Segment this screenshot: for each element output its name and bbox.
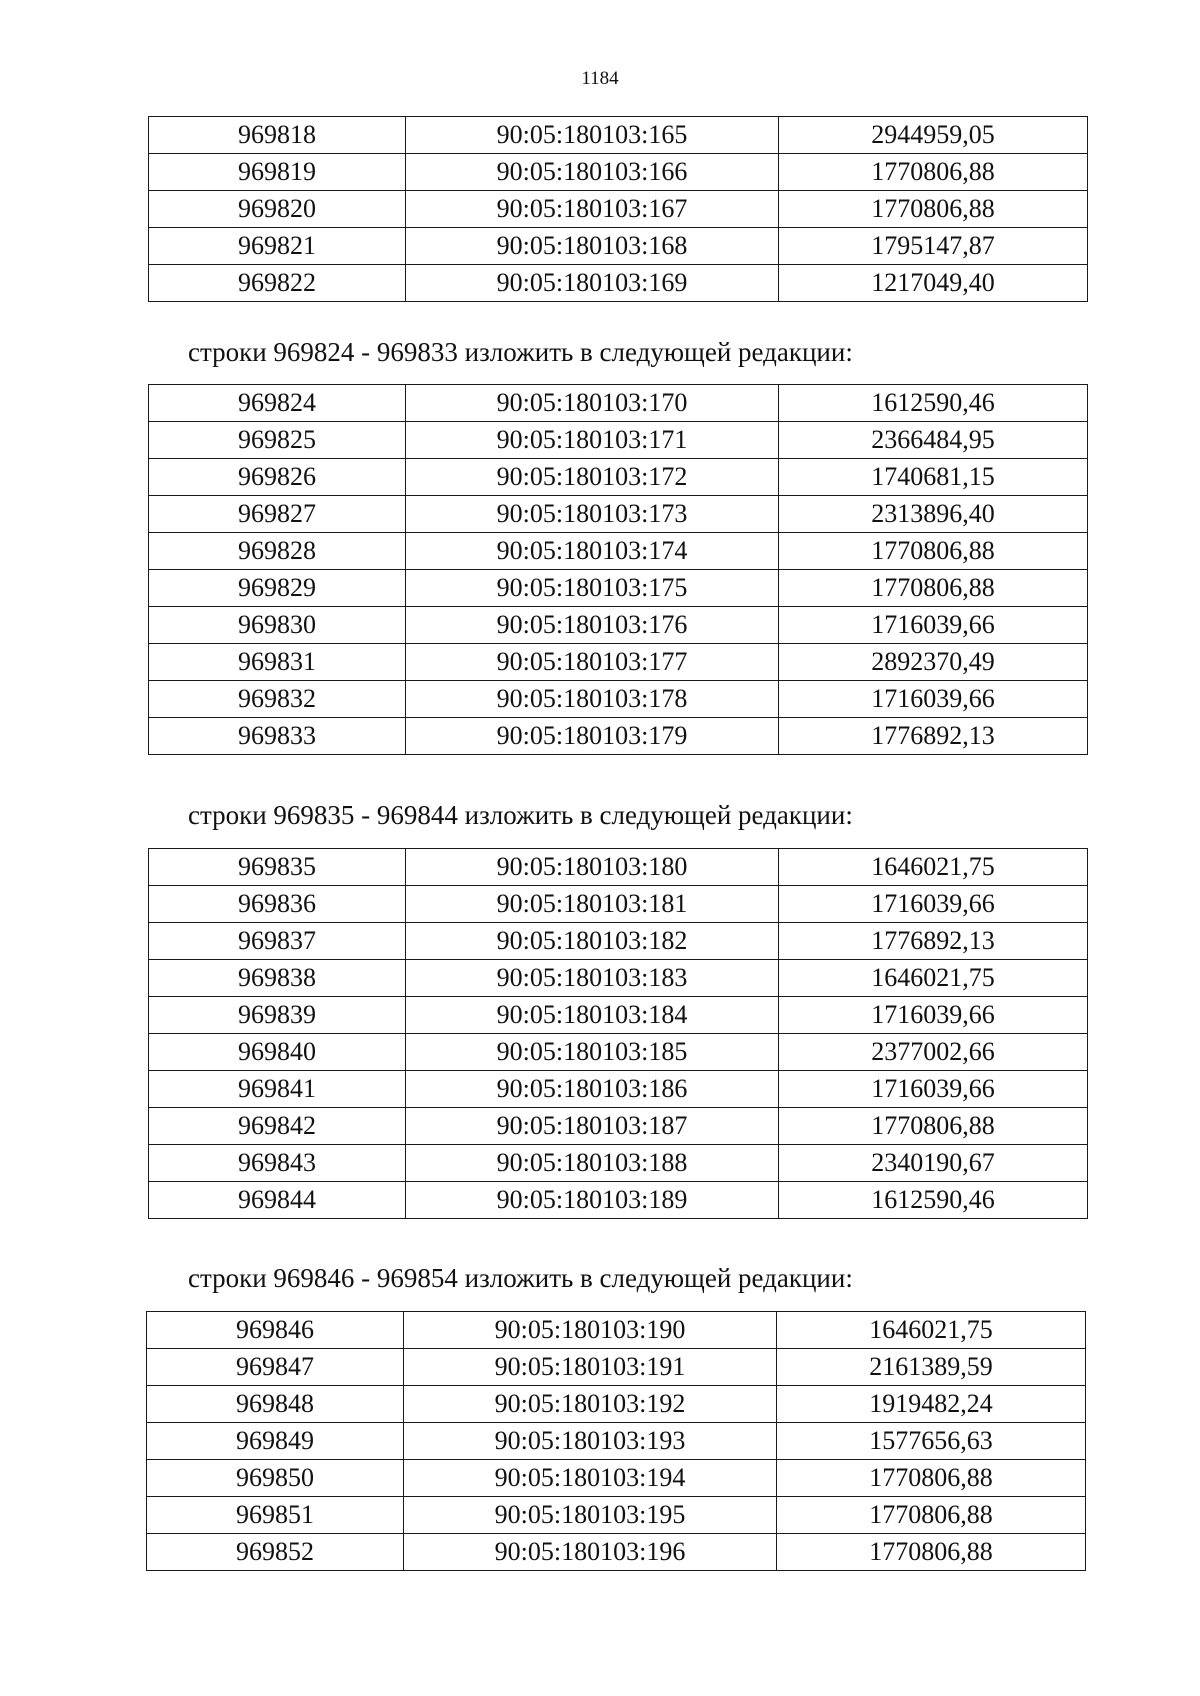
- cadastral-number-cell: 90:05:180103:184: [406, 997, 779, 1034]
- data-table: [148, 116, 1088, 302]
- value-cell: 1795147,87: [779, 228, 1088, 265]
- row-number-cell: 969842: [149, 1108, 406, 1145]
- row-number-cell: 969825: [149, 422, 406, 459]
- table-row: [149, 1034, 1088, 1071]
- row-number-cell: 969851: [147, 1497, 404, 1534]
- table-row: [149, 997, 1088, 1034]
- row-number-cell: 969848: [147, 1386, 404, 1423]
- cadastral-number-cell: 90:05:180103:193: [404, 1423, 777, 1460]
- cadastral-number-cell: 90:05:180103:185: [406, 1034, 779, 1071]
- table-row: [147, 1349, 1086, 1386]
- row-number-cell: 969849: [147, 1423, 404, 1460]
- row-number-cell: 969829: [149, 570, 406, 607]
- table-row: [147, 1460, 1086, 1497]
- table-row: [149, 607, 1088, 644]
- row-number-cell: 969852: [147, 1534, 404, 1571]
- row-number-cell: 969841: [149, 1071, 406, 1108]
- cadastral-number-cell: 90:05:180103:173: [406, 496, 779, 533]
- value-cell: 1770806,88: [779, 154, 1088, 191]
- row-number-cell: 969835: [149, 849, 406, 886]
- value-cell: 1716039,66: [779, 1071, 1088, 1108]
- row-number-cell: 969836: [149, 886, 406, 923]
- row-number-cell: 969828: [149, 533, 406, 570]
- cadastral-number-cell: 90:05:180103:175: [406, 570, 779, 607]
- cadastral-number-cell: 90:05:180103:181: [406, 886, 779, 923]
- value-cell: 1776892,13: [779, 718, 1088, 755]
- cadastral-number-cell: 90:05:180103:191: [404, 1349, 777, 1386]
- value-cell: 1770806,88: [779, 191, 1088, 228]
- table-row: [149, 385, 1088, 422]
- value-cell: 1716039,66: [779, 607, 1088, 644]
- cadastral-number-cell: 90:05:180103:172: [406, 459, 779, 496]
- value-cell: 1646021,75: [779, 960, 1088, 997]
- table-row: [149, 849, 1088, 886]
- cadastral-number-cell: 90:05:180103:168: [406, 228, 779, 265]
- cadastral-number-cell: 90:05:180103:167: [406, 191, 779, 228]
- table-row: [147, 1497, 1086, 1534]
- row-number-cell: 969831: [149, 644, 406, 681]
- table-row: [149, 1145, 1088, 1182]
- row-number-cell: 969820: [149, 191, 406, 228]
- value-cell: 1770806,88: [777, 1534, 1086, 1571]
- value-cell: 2944959,05: [779, 117, 1088, 154]
- section-caption: строки 969824 - 969833 изложить в следующей редакции:: [188, 337, 853, 367]
- cadastral-number-cell: 90:05:180103:194: [404, 1460, 777, 1497]
- value-cell: 1776892,13: [779, 923, 1088, 960]
- value-cell: 1770806,88: [779, 570, 1088, 607]
- cadastral-number-cell: 90:05:180103:171: [406, 422, 779, 459]
- table-row: [149, 265, 1088, 302]
- cadastral-number-cell: 90:05:180103:169: [406, 265, 779, 302]
- row-number-cell: 969850: [147, 1460, 404, 1497]
- row-number-cell: 969826: [149, 459, 406, 496]
- cadastral-number-cell: 90:05:180103:170: [406, 385, 779, 422]
- row-number-cell: 969844: [149, 1182, 406, 1219]
- table-row: [149, 923, 1088, 960]
- cadastral-number-cell: 90:05:180103:165: [406, 117, 779, 154]
- table-row: [149, 533, 1088, 570]
- value-cell: 1716039,66: [779, 886, 1088, 923]
- value-cell: 1919482,24: [777, 1386, 1086, 1423]
- value-cell: 1577656,63: [777, 1423, 1086, 1460]
- cadastral-number-cell: 90:05:180103:178: [406, 681, 779, 718]
- value-cell: 2377002,66: [779, 1034, 1088, 1071]
- row-number-cell: 969827: [149, 496, 406, 533]
- row-number-cell: 969837: [149, 923, 406, 960]
- table-row: [149, 1071, 1088, 1108]
- table-row: [149, 459, 1088, 496]
- table-row: [149, 886, 1088, 923]
- table-row: [147, 1534, 1086, 1571]
- row-number-cell: 969818: [149, 117, 406, 154]
- value-cell: 1646021,75: [779, 849, 1088, 886]
- cadastral-number-cell: 90:05:180103:195: [404, 1497, 777, 1534]
- row-number-cell: 969838: [149, 960, 406, 997]
- row-number-cell: 969847: [147, 1349, 404, 1386]
- row-number-cell: 969830: [149, 607, 406, 644]
- cadastral-number-cell: 90:05:180103:186: [406, 1071, 779, 1108]
- value-cell: 1770806,88: [777, 1497, 1086, 1534]
- value-cell: 1716039,66: [779, 997, 1088, 1034]
- value-cell: 1770806,88: [779, 1108, 1088, 1145]
- cadastral-number-cell: 90:05:180103:187: [406, 1108, 779, 1145]
- row-number-cell: 969832: [149, 681, 406, 718]
- value-cell: 2340190,67: [779, 1145, 1088, 1182]
- row-number-cell: 969840: [149, 1034, 406, 1071]
- value-cell: 1646021,75: [777, 1312, 1086, 1349]
- cadastral-number-cell: 90:05:180103:182: [406, 923, 779, 960]
- table-row: [149, 1108, 1088, 1145]
- value-cell: 2892370,49: [779, 644, 1088, 681]
- value-cell: 1740681,15: [779, 459, 1088, 496]
- table-row: [149, 117, 1088, 154]
- row-number-cell: 969833: [149, 718, 406, 755]
- table-row: [149, 681, 1088, 718]
- table-row: [149, 570, 1088, 607]
- table-row: [147, 1312, 1086, 1349]
- section-caption: строки 969846 - 969854 изложить в следующей редакции:: [188, 1263, 853, 1293]
- data-table: [146, 1311, 1086, 1571]
- table-row: [149, 1182, 1088, 1219]
- data-table: [148, 384, 1088, 755]
- page-number: 1184: [581, 68, 619, 89]
- value-cell: 2366484,95: [779, 422, 1088, 459]
- cadastral-number-cell: 90:05:180103:176: [406, 607, 779, 644]
- cadastral-number-cell: 90:05:180103:179: [406, 718, 779, 755]
- cadastral-number-cell: 90:05:180103:166: [406, 154, 779, 191]
- value-cell: 1770806,88: [779, 533, 1088, 570]
- row-number-cell: 969839: [149, 997, 406, 1034]
- value-cell: 1770806,88: [777, 1460, 1086, 1497]
- cadastral-number-cell: 90:05:180103:174: [406, 533, 779, 570]
- table-row: [147, 1423, 1086, 1460]
- cadastral-number-cell: 90:05:180103:177: [406, 644, 779, 681]
- value-cell: 1612590,46: [779, 385, 1088, 422]
- table-row: [149, 644, 1088, 681]
- row-number-cell: 969819: [149, 154, 406, 191]
- data-table: [148, 848, 1088, 1219]
- cadastral-number-cell: 90:05:180103:192: [404, 1386, 777, 1423]
- cadastral-number-cell: 90:05:180103:180: [406, 849, 779, 886]
- value-cell: 2313896,40: [779, 496, 1088, 533]
- table-row: [149, 422, 1088, 459]
- value-cell: 1716039,66: [779, 681, 1088, 718]
- cadastral-number-cell: 90:05:180103:183: [406, 960, 779, 997]
- row-number-cell: 969846: [147, 1312, 404, 1349]
- table-row: [149, 191, 1088, 228]
- table-row: [149, 718, 1088, 755]
- cadastral-number-cell: 90:05:180103:189: [406, 1182, 779, 1219]
- row-number-cell: 969821: [149, 228, 406, 265]
- cadastral-number-cell: 90:05:180103:196: [404, 1534, 777, 1571]
- row-number-cell: 969824: [149, 385, 406, 422]
- section-caption: строки 969835 - 969844 изложить в следующей редакции:: [188, 800, 853, 830]
- value-cell: 1612590,46: [779, 1182, 1088, 1219]
- table-row: [149, 496, 1088, 533]
- row-number-cell: 969822: [149, 265, 406, 302]
- value-cell: 1217049,40: [779, 265, 1088, 302]
- table-row: [149, 228, 1088, 265]
- table-row: [149, 960, 1088, 997]
- cadastral-number-cell: 90:05:180103:190: [404, 1312, 777, 1349]
- table-row: [147, 1386, 1086, 1423]
- value-cell: 2161389,59: [777, 1349, 1086, 1386]
- cadastral-number-cell: 90:05:180103:188: [406, 1145, 779, 1182]
- table-row: [149, 154, 1088, 191]
- row-number-cell: 969843: [149, 1145, 406, 1182]
